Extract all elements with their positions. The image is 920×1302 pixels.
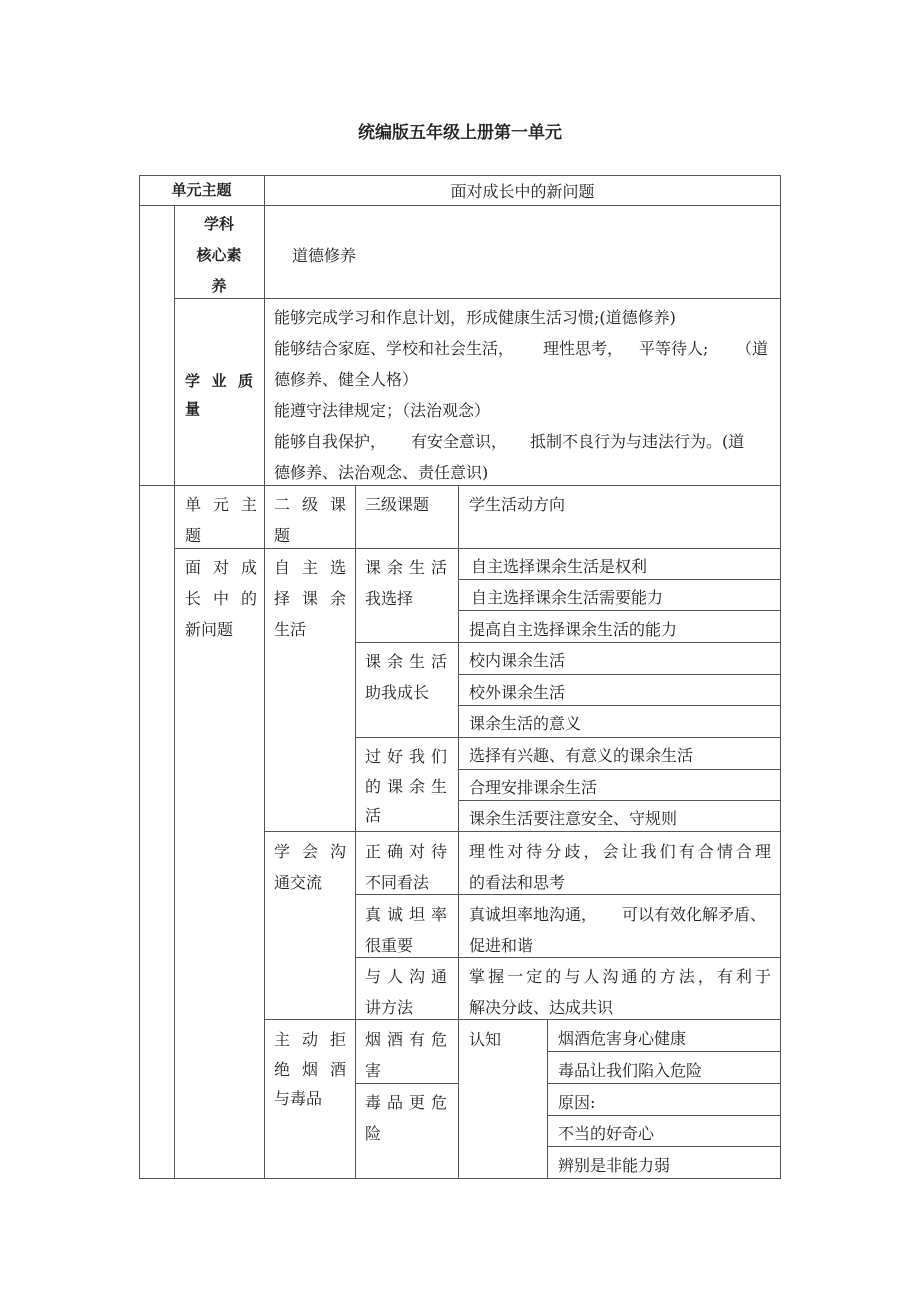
level3-title: 险 <box>365 1124 382 1143</box>
activity-item: 解决分歧、达成共识 <box>469 998 614 1017</box>
activity-item: 的看法和思考 <box>469 873 566 892</box>
level2-title: 择 课 余 <box>274 589 346 608</box>
header-level2-cont: 题 <box>274 526 291 545</box>
level3-title: 课余生活 <box>365 558 447 577</box>
literacy-label-line1: 学科 <box>203 215 234 233</box>
level3-title: 课余生活 <box>365 652 447 671</box>
level3-title: 讲方法 <box>365 998 414 1017</box>
level3-title: 很重要 <box>365 936 414 955</box>
quality-line: 抵制不良行为与违法行为。(道 <box>530 432 745 451</box>
activity-item: 促进和谐 <box>469 936 534 955</box>
quality-line: 理性思考， <box>543 339 624 358</box>
activity-item: 选择有兴趣、有意义的课余生活 <box>469 746 694 765</box>
activity-item: 不当的好奇心 <box>558 1124 655 1143</box>
level3-title: 烟酒有危 <box>365 1030 447 1049</box>
level3-title: 害 <box>365 1061 382 1080</box>
activity-item: 自主选择课余生活是权利 <box>471 557 648 576</box>
quality-line: 德修养、健全人格） <box>274 370 419 389</box>
activity-item: 合理安排课余生活 <box>469 778 598 797</box>
level3-title: 真诚坦率 <box>365 905 447 924</box>
header-level2: 二 级 课 <box>274 495 346 514</box>
activity-item: 校内课余生活 <box>469 651 566 670</box>
level2-title: 与毒品 <box>274 1089 323 1108</box>
activity-item: 辨别是非能力弱 <box>558 1156 671 1175</box>
literacy-label-line3: 养 <box>211 277 227 295</box>
header-unit-theme: 单 元 主 <box>185 495 257 514</box>
activity-item: 真诚坦率地沟通， <box>469 905 598 924</box>
unit-name-line1: 面 对 成 <box>185 558 257 577</box>
quality-line: 能够自我保护， <box>274 432 387 451</box>
activity-item: 校外课余生活 <box>469 683 566 702</box>
header-level3: 三级课题 <box>365 495 430 514</box>
level3-title: 与人沟通 <box>365 967 447 986</box>
level2-title: 绝 烟 酒 <box>274 1060 346 1079</box>
quality-line: 能够完成学习和作息计划，形成健康生活习惯;(道德修养) <box>274 308 676 327</box>
level3-title: 助我成长 <box>365 683 430 702</box>
quality-line: 能遵守法律规定；（法治观念） <box>274 401 491 420</box>
quality-line: 能够结合家庭、学校和社会生活， <box>274 339 515 358</box>
unit-theme-label: 单元主题 <box>171 181 232 199</box>
level2-title: 学 会 沟 <box>274 842 346 861</box>
quality-line: （道 <box>736 339 769 358</box>
level3-title: 活 <box>365 806 382 825</box>
literacy-label-line2: 核心素 <box>196 246 242 264</box>
quality-label-line2: 量 <box>185 400 201 418</box>
level3-title: 不同看法 <box>365 873 430 892</box>
activity-item: 自主选择课余生活需要能力 <box>471 588 664 607</box>
level2-title: 主 动 拒 <box>274 1030 346 1049</box>
activity-item: 烟酒危害身心健康 <box>558 1029 687 1048</box>
unit-theme-value: 面对成长中的新问题 <box>450 182 595 201</box>
quality-line: 有安全意识， <box>411 432 508 451</box>
literacy-value: 道德修养 <box>292 246 357 265</box>
unit-name-line2: 长 中 的 <box>185 589 257 608</box>
activity-item: 课余生活要注意安全、守规则 <box>469 809 678 828</box>
activity-item: 掌握一定的与人沟通的方法，有利于 <box>469 967 771 986</box>
level3-title: 的课余生 <box>365 777 447 796</box>
level3-title: 毒品更危 <box>365 1093 447 1112</box>
category-label: 认知 <box>469 1030 502 1049</box>
activity-item: 理性对待分歧，会让我们有合情合理 <box>469 842 771 861</box>
level2-title: 生活 <box>274 620 307 639</box>
level3-title: 过好我们 <box>365 747 447 766</box>
level3-title: 我选择 <box>365 589 414 608</box>
unit-name-line3: 新问题 <box>185 620 234 639</box>
activity-item: 可以有效化解矛盾、 <box>622 905 767 924</box>
quality-line: 德修养、法治观念、责任意识) <box>274 463 489 482</box>
activity-item: 毒品让我们陷入危险 <box>558 1061 703 1080</box>
header-direction: 学生活动方向 <box>469 495 566 514</box>
document-title: 统编版五年级上册第一单元 <box>358 123 562 143</box>
quality-line: 平等待人; <box>639 339 709 358</box>
level3-title: 正确对待 <box>365 842 447 861</box>
header-unit-theme-cont: 题 <box>185 526 202 545</box>
activity-item: 课余生活的意义 <box>469 714 582 733</box>
activity-item: 提高自主选择课余生活的能力 <box>469 620 678 639</box>
quality-label-line1: 学 业 质 <box>185 372 253 390</box>
activity-item: 原因: <box>558 1093 596 1112</box>
level2-title: 通交流 <box>274 873 323 892</box>
level2-title: 自 主 选 <box>274 558 346 577</box>
